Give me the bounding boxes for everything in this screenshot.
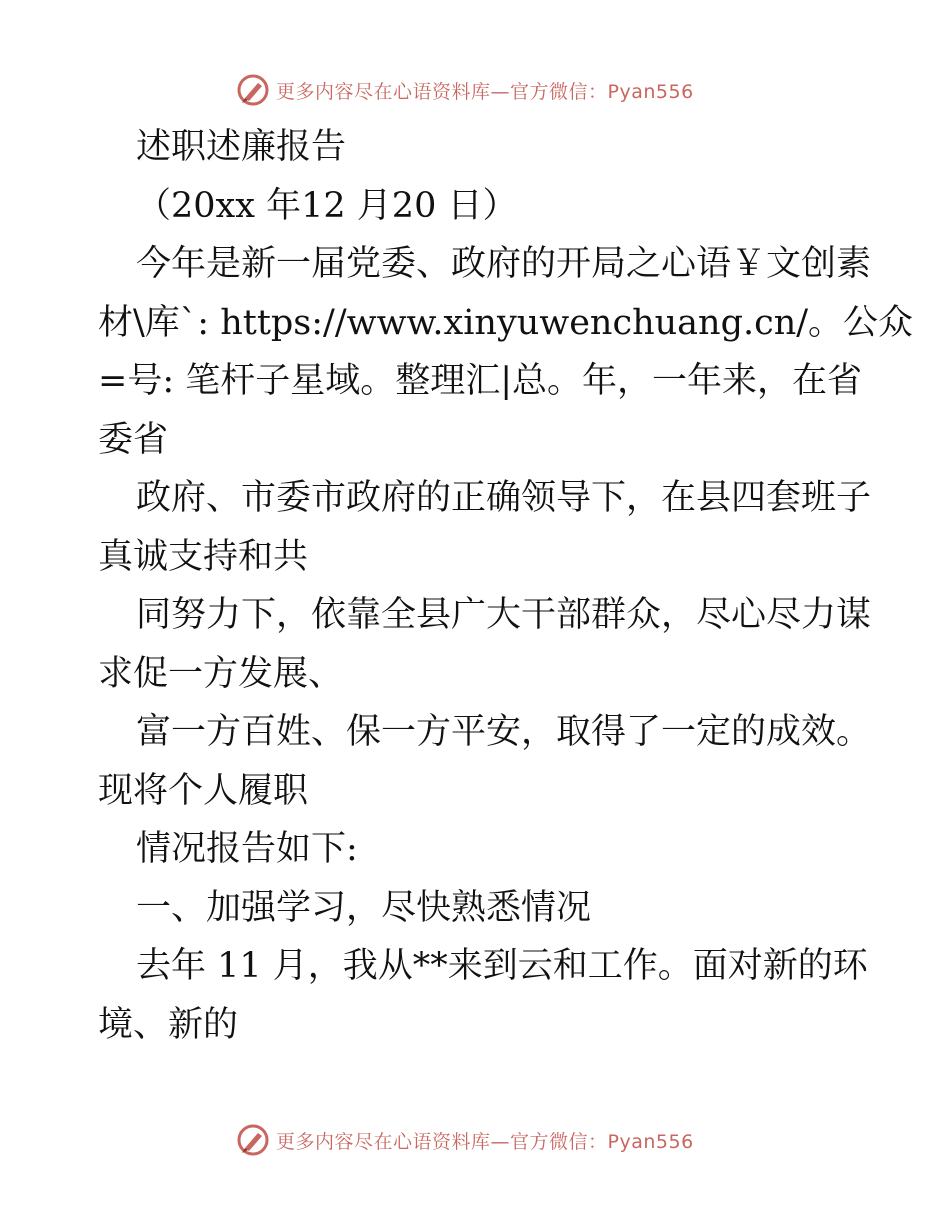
paragraph-line: 材\库`: https://www.xinyuwenchuang.cn/。公众 (98, 302, 914, 343)
paragraph-line: 求促一方发展、 (98, 653, 344, 694)
paragraph-line: 情况报告如下: (136, 829, 358, 869)
paragraph-line: 同努力下，依靠全县广大干部群众，尽心尽力谋 (136, 595, 872, 635)
paragraph-line: 富一方百姓、保一方平安，取得了一定的成效。 (136, 712, 872, 752)
document-title: 述职述廉报告 (136, 127, 347, 167)
paragraph-line: =号: 笔杆子星域。整理汇|总。年，一年来，在省 (98, 361, 863, 401)
pen-logo-icon (236, 73, 270, 107)
paragraph-line: 今年是新一届党委、政府的开局之心语￥文创素 (136, 244, 872, 284)
pen-logo-icon (236, 1123, 270, 1157)
paragraph-line: 去年 11 月，我从**来到云和工作。面对新的环 (136, 946, 868, 986)
document-body (98, 118, 914, 1054)
paragraph-line: 境、新的 (98, 1004, 239, 1045)
paragraph-line: 真诚支持和共 (98, 536, 309, 577)
section-heading: 一、加强学习，尽快熟悉情况 (136, 887, 592, 928)
paragraph-line: 政府、市委市政府的正确领导下，在县四套班子 (136, 478, 872, 518)
watermark-header (236, 72, 694, 108)
watermark-text: 更多内容尽在心语资料库—官方微信：Pyan556 (276, 80, 694, 103)
document-date: （20xx 年12 月20 日） (136, 185, 518, 226)
watermark-footer (236, 1122, 694, 1158)
watermark-text: 更多内容尽在心语资料库—官方微信：Pyan556 (276, 1130, 694, 1153)
paragraph-line: 现将个人履职 (98, 770, 309, 811)
paragraph-line: 委省 (98, 419, 169, 460)
